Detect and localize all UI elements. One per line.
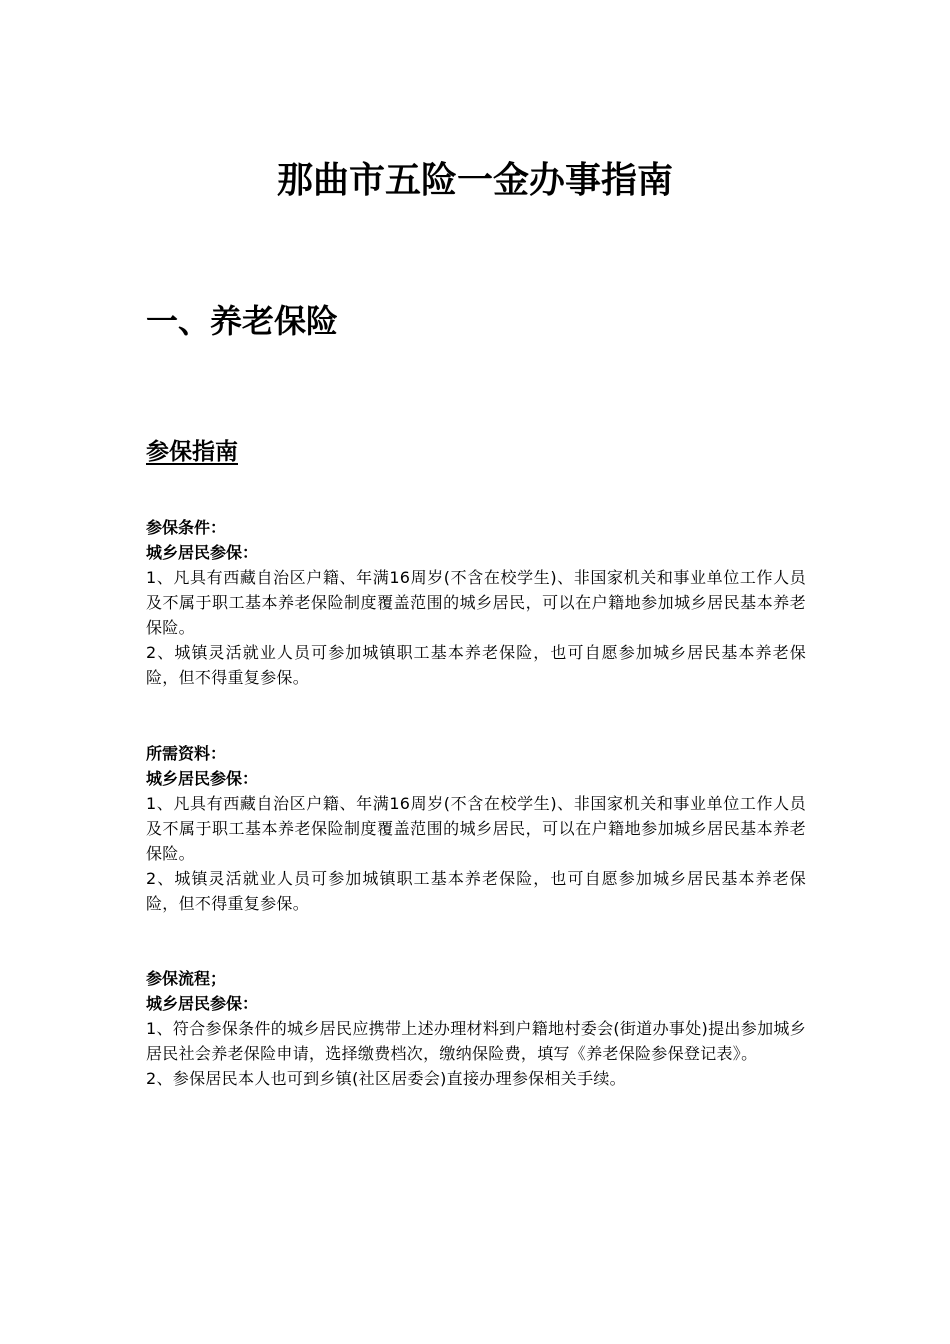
block-item: 2、城镇灵活就业人员可参加城镇职工基本养老保险，也可自愿参加城乡居民基本养老保险，但不得重复参保。 xyxy=(146,643,806,687)
block-item: 2、城镇灵活就业人员可参加城镇职工基本养老保险，也可自愿参加城乡居民基本养老保险，但不得重复参保。 xyxy=(146,869,806,913)
chapter-heading-pension: 一、养老保险 xyxy=(146,302,339,340)
block-item: 1、符合参保条件的城乡居民应携带上述办理材料到户籍地村委会(街道办事处)提出参加城乡居民社会养老保险申请，选择缴费档次，缴纳保险费，填写《养老保险参保登记表》。 xyxy=(146,1019,806,1063)
block-label: 参保流程； xyxy=(146,969,227,988)
section-heading-enrollment-guide: 参保指南 xyxy=(146,439,238,465)
block-item: 1、凡具有西藏自治区户籍、年满16周岁(不含在校学生)、非国家机关和事业单位工作人员及不属于职工基本养老保险制度覆盖范围的城乡居民，可以在户籍地参加城乡居民基本养老保险。 xyxy=(146,794,806,863)
document-title: 那曲市五险一金办事指南 xyxy=(276,160,673,201)
required-materials-block xyxy=(146,741,806,916)
block-item: 1、凡具有西藏自治区户籍、年满16周岁(不含在校学生)、非国家机关和事业单位工作人员及不属于职工基本养老保险制度覆盖范围的城乡居民，可以在户籍地参加城乡居民基本养老保险。 xyxy=(146,568,806,637)
block-subject: 城乡居民参保： xyxy=(146,994,259,1013)
block-item: 2、参保居民本人也可到乡镇(社区居委会)直接办理参保相关手续。 xyxy=(146,1069,626,1088)
block-label: 参保条件： xyxy=(146,518,227,537)
block-label: 所需资料： xyxy=(146,744,227,763)
enrollment-conditions-block xyxy=(146,515,806,690)
enrollment-process-block xyxy=(146,966,806,1091)
block-subject: 城乡居民参保： xyxy=(146,769,259,788)
block-subject: 城乡居民参保： xyxy=(146,543,259,562)
